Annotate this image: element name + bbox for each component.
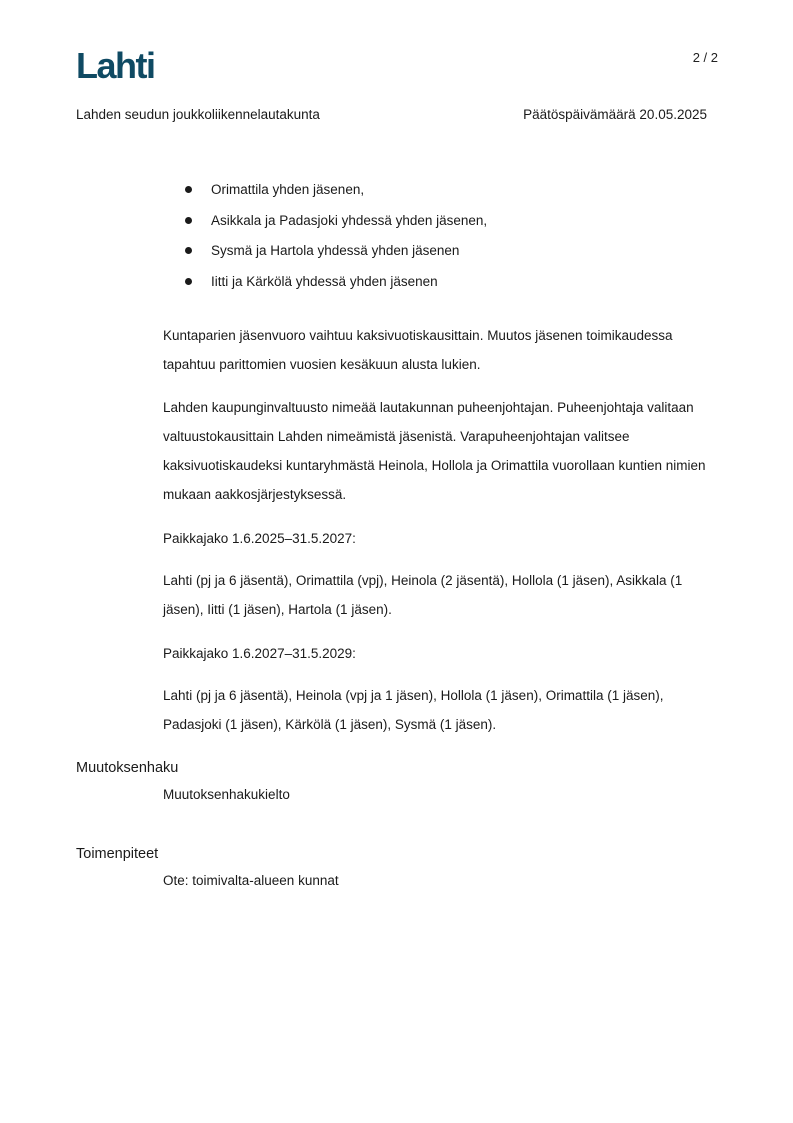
bullet-icon bbox=[185, 186, 192, 193]
member-list bbox=[185, 180, 487, 302]
bullet-icon bbox=[185, 278, 192, 285]
page-number: 2 / 2 bbox=[692, 50, 718, 65]
period2-title: Paikkajako 1.6.2027–31.5.2029: bbox=[163, 646, 356, 661]
period2-text: Lahti (pj ja 6 jäsentä), Heinola (vpj ja 1 jäsen), Hollola (1 jäsen), Orimattila (1 jäsen), Padasjoki (1 jäsen), Kärkölä (1 jäsen), Sysmä (1 jäsen). bbox=[163, 688, 664, 732]
actions-heading: Toimenpiteet bbox=[76, 846, 159, 862]
chair-paragraph: Lahden kaupunginvaltuusto nimeää lautakunnan puheenjohtajan. Puheenjohtaja valitaan valtuustokausittain Lahden nimeämistä jäsenistä. Varapuheenjohtajan valitsee kaksivuotiskaudeksi kuntaryhmästä Heinola, Hollola ja Orimattila vuorollaan kuntien nimien mukaan aakkosjärjestyksessä. bbox=[163, 400, 706, 502]
bullet-icon bbox=[185, 217, 192, 224]
list-item: Orimattila yhden jäsenen, bbox=[185, 180, 487, 211]
appeal-text: Muutoksenhakukielto bbox=[163, 787, 290, 802]
lahti-logo bbox=[76, 46, 168, 82]
period1-title: Paikkajako 1.6.2025–31.5.2027: bbox=[163, 531, 356, 546]
organization-name: Lahden seudun joukkoliikennelautakunta bbox=[76, 107, 320, 122]
bullet-icon bbox=[185, 247, 192, 254]
list-item: Iitti ja Kärkölä yhdessä yhden jäsenen bbox=[185, 272, 487, 303]
period1-text: Lahti (pj ja 6 jäsentä), Orimattila (vpj), Heinola (2 jäsentä), Hollola (1 jäsen), Asikkala (1 jäsen), Iitti (1 jäsen), Hartola (1 jäsen). bbox=[163, 573, 683, 617]
svg-text:Lahti: Lahti bbox=[76, 46, 155, 82]
decision-date: Päätöspäivämäärä 20.05.2025 bbox=[523, 107, 707, 122]
actions-text: Ote: toimivalta-alueen kunnat bbox=[163, 873, 339, 888]
list-item: Sysmä ja Hartola yhdessä yhden jäsenen bbox=[185, 241, 487, 272]
appeal-heading: Muutoksenhaku bbox=[76, 760, 179, 776]
list-item: Asikkala ja Padasjoki yhdessä yhden jäsenen, bbox=[185, 211, 487, 242]
rotation-paragraph: Kuntaparien jäsenvuoro vaihtuu kaksivuotiskausittain. Muutos jäsenen toimikaudessa tapahtuu parittomien vuosien kesäkuun alusta lukien. bbox=[163, 328, 673, 372]
